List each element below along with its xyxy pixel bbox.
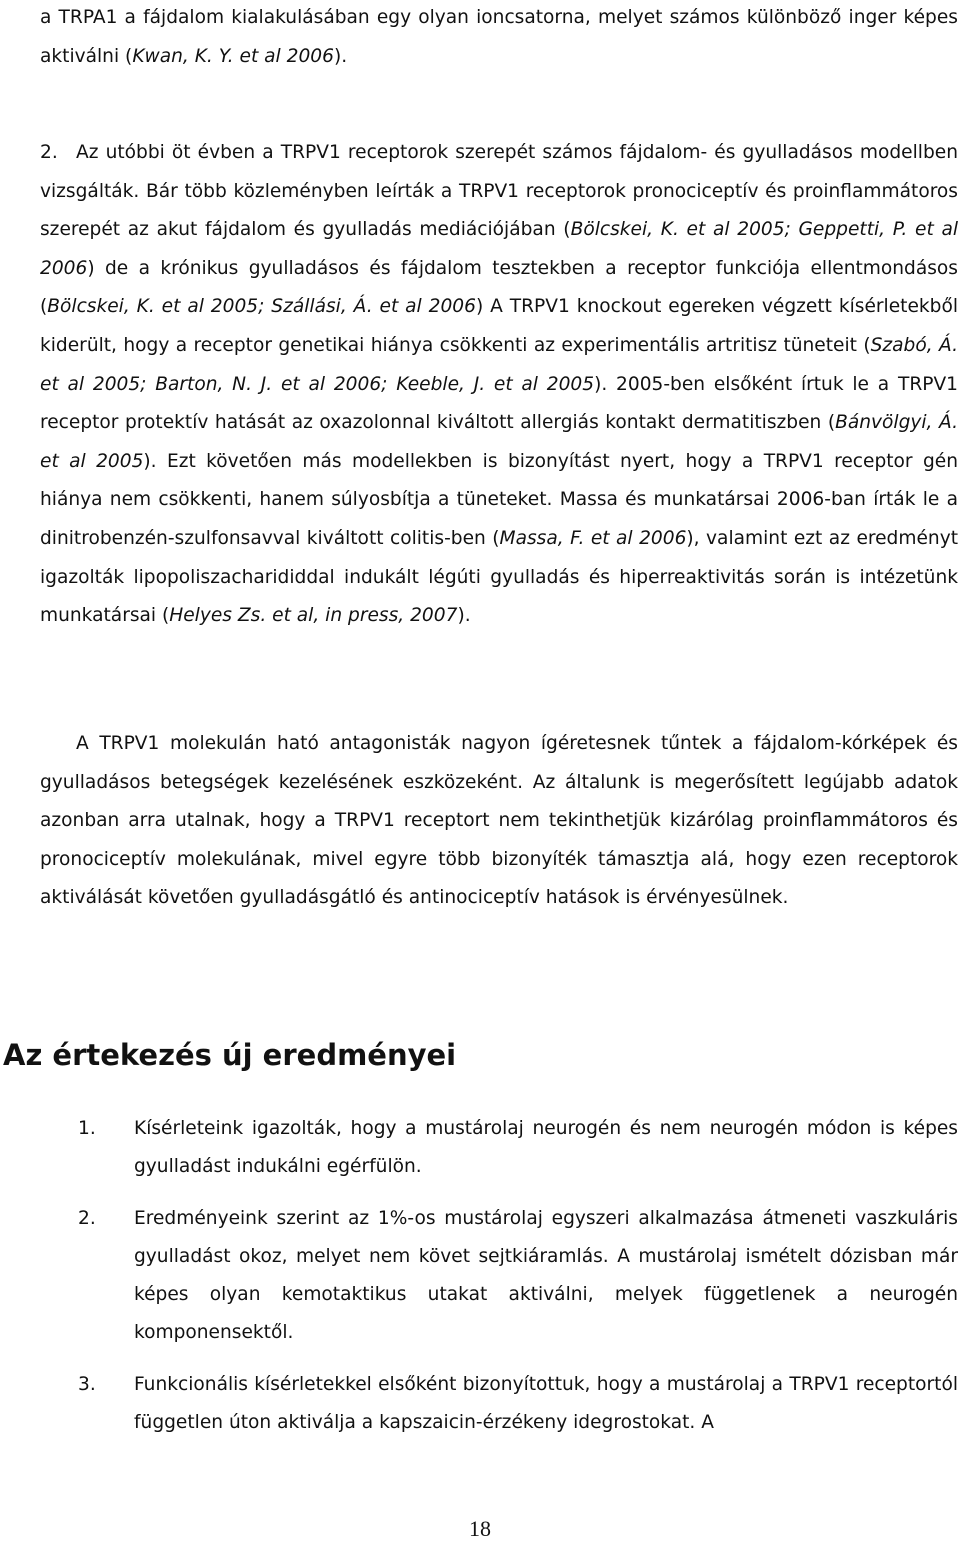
point-2-text-6: ), valamint ezt az eredményt igazolták lipopoliszacharididdal indukált légúti gyulladás és hiperreaktivitás során is intézetünk munkatársai ( (40, 527, 958, 627)
result-number: 3. (78, 1374, 96, 1395)
citation: Kwan, K. Y. et al 2006 (132, 45, 334, 67)
point-2-text-3: ) A TRPV1 knockout egereken végzett kísérletekből kiderült, hogy a receptor genetikai hiánya csökkenti az experimentális artritisz tüneteit ( (40, 296, 958, 356)
citation: Bölcskei, K. et al 2005; Geppetti, P. et al 2006 (40, 219, 959, 279)
result-number: 2. (78, 1208, 96, 1229)
point-2-text-1: Az utóbbi öt évben a TRPV1 receptorok szerepét számos fájdalom- és gyulladásos modellben vizsgálták. Bár több közleményben leírták a TRPV1 receptorok pronociceptív és proinflammátoros szerepét az akut fájdalom és gyulladás mediációjában ( (40, 142, 958, 241)
citation: Szabó, Á. et al 2005; Barton, N. J. et al 2006; Keeble, J. et al 2005 (40, 334, 958, 395)
intro-text-b: ). (333, 45, 348, 67)
point-number: 2. (40, 142, 58, 163)
point-2-text-4: ). 2005-ben elsőként írtuk le a TRPV1 receptor protektív hatását az oxazolonnal kiváltott allergiás kontakt dermatitiszben ( (40, 373, 958, 434)
intro-paragraph (40, 0, 958, 76)
section-heading: Az értekezés új eredményei (3, 1038, 457, 1072)
result-text: Funkcionális kísérletekkel elsőként bizonyítottuk, hogy a mustárolaj a TRPV1 receptortól független úton aktiválja a kapszaicin-érzékeny idegrostokat. A (134, 1374, 958, 1433)
result-text: Eredményeink szerint az 1%-os mustárolaj egyszeri alkalmazása átmeneti vaszkuláris gyulladást okoz, melyet nem követ sejtkiáramlás. A mustárolaj ismételt dózisban már képes olyan kemotaktikus utakat aktiválni, melyek függetlenek a neurogén komponensektől. (134, 1208, 958, 1343)
antagonist-text: A TRPV1 molekulán ható antagonisták nagyon ígéretesnek tűntek a fájdalom-kórképek és gyulladásos betegségek kezelésének eszközeként. Az általunk is megerősített legújabb adatok azonban arra utalnak, hogy a TRPV1 receptort nem tekinthetjük kizárólag proinflammátoros és pronociceptív molekulának, mivel egyre több bizonyíték támasztja alá, hogy ezen receptorok aktiválását követően gyulladásgátló és antinociceptív hatások is érvényesülnek. (40, 733, 958, 909)
result-number: 1. (78, 1118, 96, 1139)
page-number: 18 (469, 1516, 491, 1541)
point-2-text-5: ). Ezt követően más modellekben is bizonyítást nyert, hogy a TRPV1 receptor gén hiánya nem csökkenti, hanem súlyosbítja a tüneteket. Massa és munkatársai 2006-ban írták le a dinitrobenzén-szulfonsavval kiváltott colitis-ben ( (40, 450, 959, 549)
result-item-2 (78, 1200, 958, 1352)
result-item-3 (78, 1366, 958, 1442)
citation: Bánvölgyi, Á. et al 2005 (40, 412, 958, 472)
result-text: Kísérleteink igazolták, hogy a mustárolaj neurogén és nem neurogén módon is képes gyulladást indukálni egérfülön. (134, 1118, 958, 1177)
intro-text-a: a TRPA1 a fájdalom kialakulásában egy olyan ioncsatorna, melyet számos különböző inger képes aktiválni ( (40, 7, 958, 67)
point-2-text-7: ). (457, 605, 471, 627)
point-2-paragraph (40, 134, 958, 636)
citation: Bölcskei, K. et al 2005; Szállási, Á. et al 2006 (47, 296, 476, 318)
citation: Helyes Zs. et al, in press, 2007 (169, 605, 458, 627)
result-item-1 (78, 1110, 958, 1186)
antagonist-paragraph (40, 725, 958, 918)
point-2-text-2: ) de a krónikus gyulladásos és fájdalom tesztekben a receptor funkciója ellentmondásos ( (40, 257, 958, 318)
citation: Massa, F. et al 2006 (499, 527, 687, 549)
